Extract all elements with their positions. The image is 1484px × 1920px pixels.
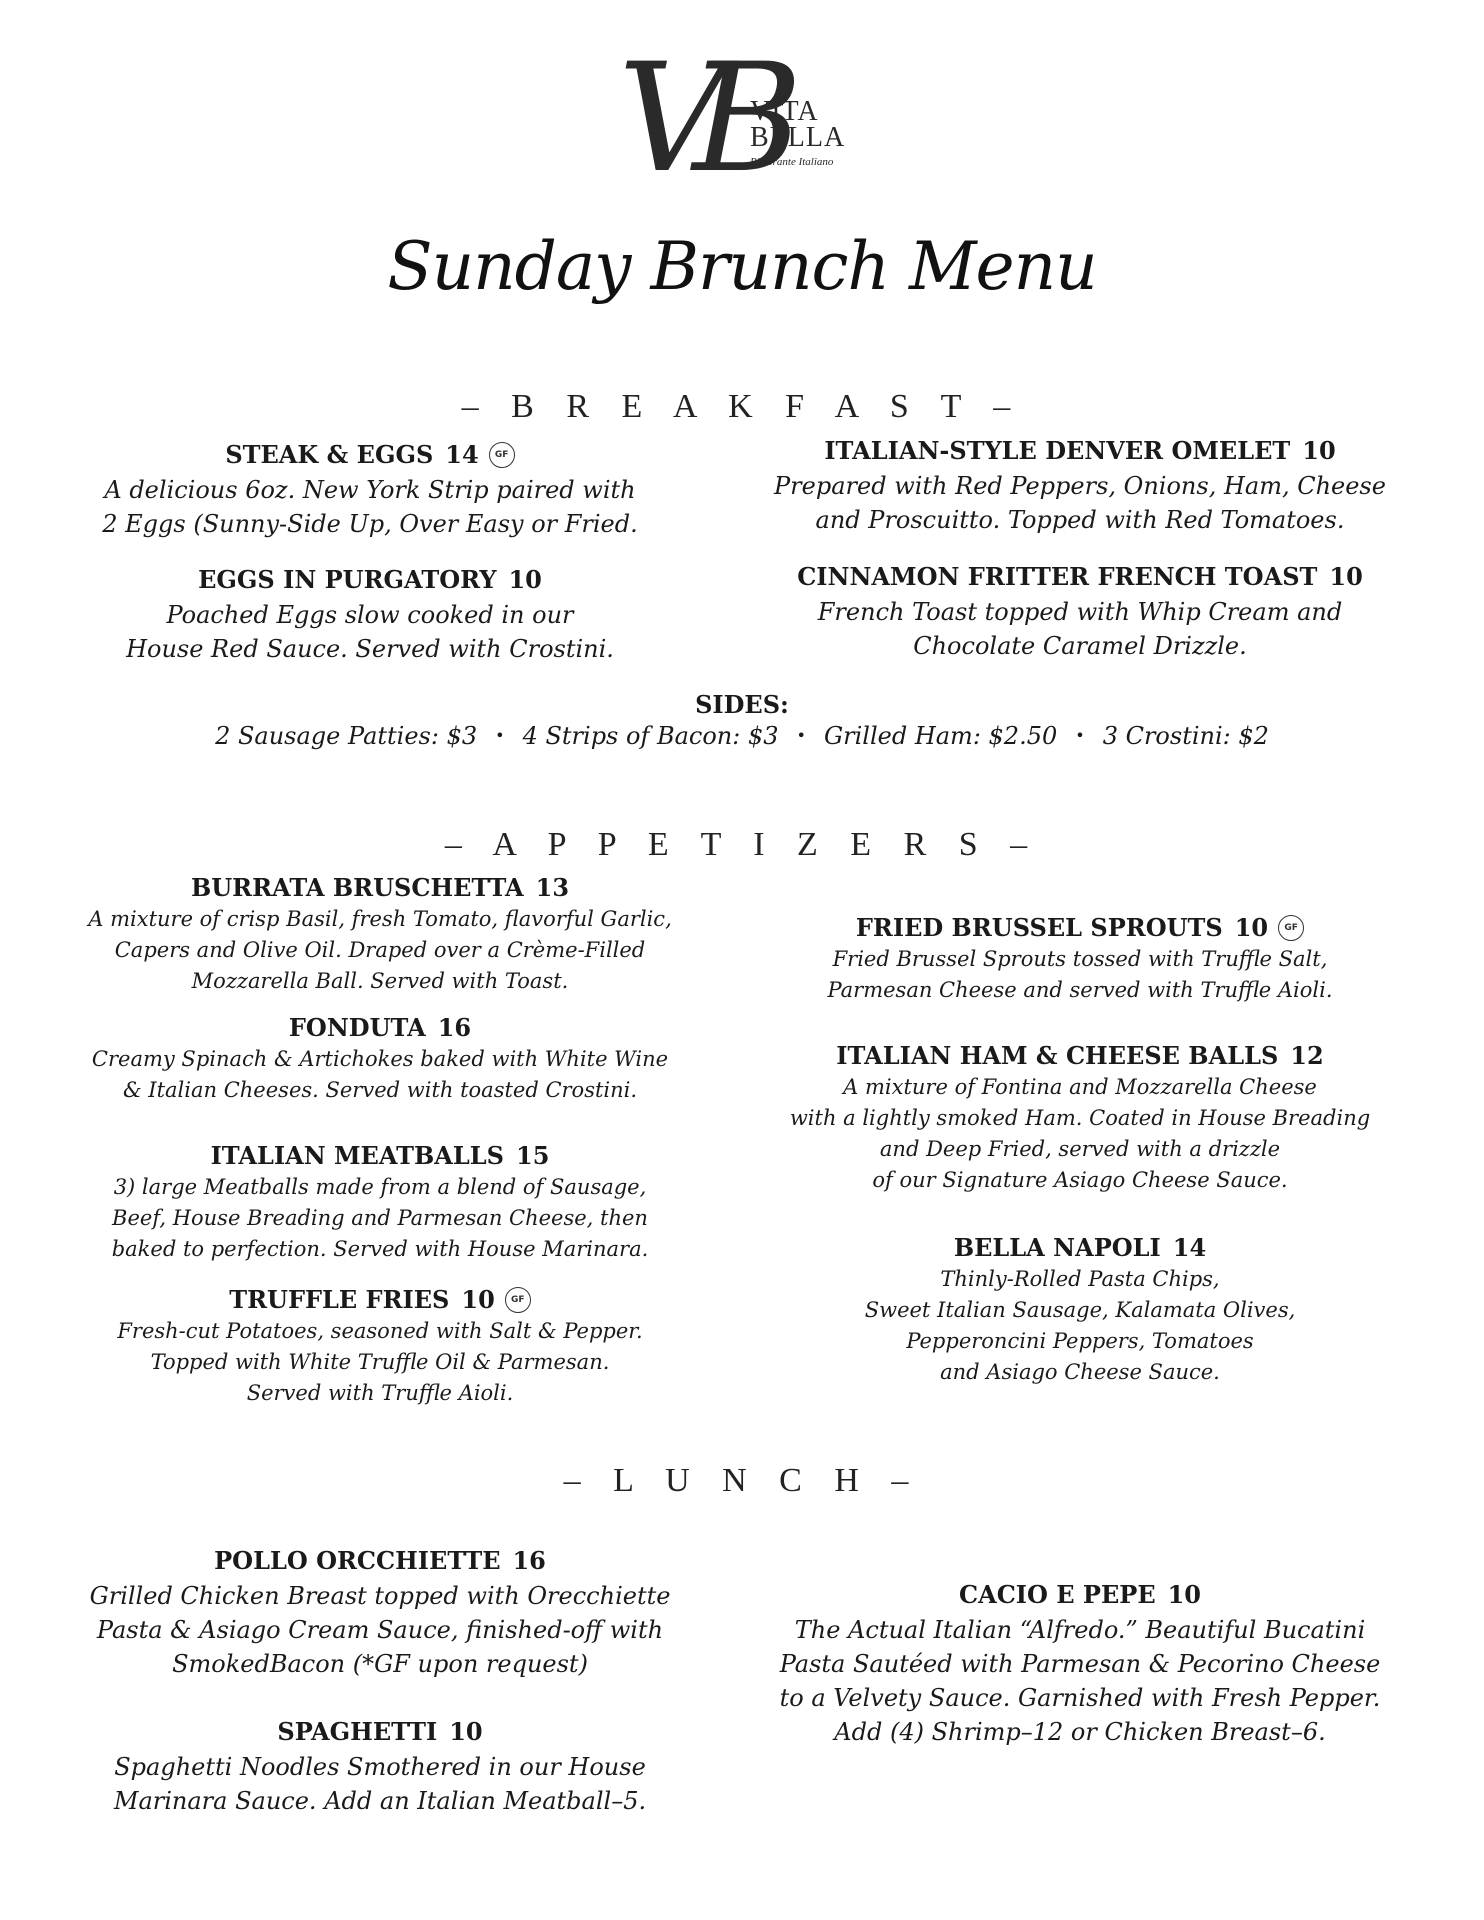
logo xyxy=(618,32,888,212)
item-price: 10 xyxy=(461,1285,495,1314)
item-description: Prepared with Red Peppers, Onions, Ham, Cheese and Proscuitto. Topped with Red Tomatoes. xyxy=(774,472,1386,534)
item-description: The Actual Italian “Alfredo.” Beautiful Bucatini Pasta Sautéed with Parmesan & Pecorino Cheese to a Velvety Sauce. Garnished with Fresh Pepper. Add (4) Shrimp–12 or Chicken Breast–6. xyxy=(779,1616,1381,1746)
menu-item-ham-cheese-balls xyxy=(760,1041,1400,1196)
item-name: POLLO ORCCHIETTE xyxy=(214,1546,501,1575)
bullet-separator: • xyxy=(796,726,806,745)
item-description: Poached Eggs slow cooked in our House Red Sauce. Served with Crostini. xyxy=(126,601,614,663)
menu-item-bella-napoli xyxy=(760,1233,1400,1388)
item-price: 14 xyxy=(1172,1233,1207,1262)
item-description: French Toast topped with Whip Cream and Chocolate Caramel Drizzle. xyxy=(817,598,1343,660)
sides-list xyxy=(0,722,1484,750)
item-description: Thinly-Rolled Pasta Chips, Sweet Italian Sausage, Kalamata Olives, Pepperoncini Peppers, Tomatoes and Asiago Cheese Sauce. xyxy=(864,1267,1296,1384)
item-price: 14 xyxy=(445,440,479,469)
item-price: 10 xyxy=(449,1717,483,1746)
item-description: A delicious 6oz. New York Strip paired with 2 Eggs (Sunny-Side Up, Over Easy or Fried. xyxy=(102,476,638,538)
item-name: FRIED BRUSSEL SPROUTS xyxy=(855,913,1223,942)
item-description: Fresh-cut Potatoes, seasoned with Salt & Pepper. Topped with White Truffle Oil & Parmesan. Served with Truffle Aioli. xyxy=(117,1319,643,1405)
item-price: 12 xyxy=(1290,1041,1324,1070)
gluten-free-icon: GF xyxy=(489,442,515,468)
menu-item-burrata-bruschetta xyxy=(60,873,700,997)
gluten-free-icon: GF xyxy=(1278,915,1304,941)
item-name: ITALIAN HAM & CHEESE BALLS xyxy=(836,1041,1279,1070)
menu-item-pollo-orcchiette xyxy=(60,1546,700,1681)
item-name: BURRATA BRUSCHETTA xyxy=(190,873,524,902)
side-item: 3 Crostini: $2 xyxy=(1102,722,1269,750)
item-price: 10 xyxy=(508,565,542,594)
item-name: BELLA NAPOLI xyxy=(953,1233,1161,1262)
menu-item-denver-omelet xyxy=(760,436,1400,537)
sides-heading: SIDES: xyxy=(695,690,789,719)
item-price: 15 xyxy=(516,1141,550,1170)
menu-item-truffle-fries xyxy=(60,1285,700,1409)
side-item: 4 Strips of Bacon: $3 xyxy=(522,722,779,750)
item-description: Creamy Spinach & Artichokes baked with White Wine & Italian Cheeses. Served with toasted Crostini. xyxy=(91,1047,669,1102)
section-header-breakfast: – B R E A K F A S T – xyxy=(461,388,1023,425)
menu-item-french-toast xyxy=(760,562,1400,663)
section-header-appetizers: – A P P E T I Z E R S – xyxy=(444,826,1040,863)
item-name: FONDUTA xyxy=(288,1013,426,1042)
item-description: Spaghetti Noodles Smothered in our House Marinara Sauce. Add an Italian Meatball–5. xyxy=(113,1753,647,1815)
menu-item-fried-brussel-sprouts xyxy=(760,913,1400,1006)
bullet-separator: • xyxy=(1075,726,1085,745)
bullet-separator: • xyxy=(495,726,505,745)
item-description: A mixture of crisp Basil, fresh Tomato, flavorful Garlic, Capers and Olive Oil. Draped over a Crème-Filled Mozzarella Ball. Served with Toast. xyxy=(88,907,672,993)
item-price: 10 xyxy=(1329,562,1363,591)
section-header-lunch: – L U N C H – xyxy=(563,1462,921,1499)
menu-item-fonduta xyxy=(60,1013,700,1106)
item-price: 16 xyxy=(437,1013,472,1042)
item-price: 13 xyxy=(535,873,570,902)
logo-monogram: VB xyxy=(618,32,769,206)
logo-name-vita: VITA xyxy=(750,96,819,127)
side-item: Grilled Ham: $2.50 xyxy=(823,722,1058,750)
menu-item-steak-eggs xyxy=(90,440,650,541)
item-name: ITALIAN-STYLE DENVER OMELET xyxy=(824,436,1291,465)
item-price: 10 xyxy=(1167,1580,1202,1609)
item-price: 16 xyxy=(512,1546,546,1575)
menu-item-eggs-purgatory xyxy=(90,565,650,666)
item-description: Fried Brussel Sprouts tossed with Truffle Salt, Parmesan Cheese and served with Truffle Aioli. xyxy=(827,947,1333,1002)
item-name: CACIO E PEPE xyxy=(958,1580,1156,1609)
item-description: Grilled Chicken Breast topped with Orecchiette Pasta & Asiago Cream Sauce, finished-off with SmokedBacon (*GF upon request) xyxy=(89,1582,671,1678)
item-price: 10 xyxy=(1234,913,1269,942)
logo-name-bella: BELLA xyxy=(750,122,846,153)
item-name: TRUFFLE FRIES xyxy=(229,1285,450,1314)
side-item: 2 Sausage Patties: $3 xyxy=(215,722,478,750)
menu-item-spaghetti xyxy=(60,1717,700,1818)
item-name: SPAGHETTI xyxy=(277,1717,438,1746)
menu-item-italian-meatballs xyxy=(60,1141,700,1265)
item-description: 3) large Meatballs made from a blend of Sausage, Beef, House Breading and Parmesan Cheese, then baked to perfection. Served with House Marinara. xyxy=(111,1175,649,1261)
item-name: STEAK & EGGS xyxy=(225,440,434,469)
logo-tagline: Ristorante Italiano xyxy=(750,156,834,168)
item-name: ITALIAN MEATBALLS xyxy=(210,1141,505,1170)
item-name: EGGS IN PURGATORY xyxy=(198,565,497,594)
gluten-free-icon: GF xyxy=(505,1287,531,1313)
menu-item-cacio-e-pepe xyxy=(760,1580,1400,1749)
item-description: A mixture of Fontina and Mozzarella Cheese with a lightly smoked Ham. Coated in House Breading and Deep Fried, served with a drizzle of our Signature Asiago Cheese Sauce. xyxy=(789,1075,1371,1192)
item-name: CINNAMON FRITTER FRENCH TOAST xyxy=(797,562,1318,591)
item-price: 10 xyxy=(1302,436,1336,465)
page-title: Sunday Brunch Menu xyxy=(387,228,1097,305)
